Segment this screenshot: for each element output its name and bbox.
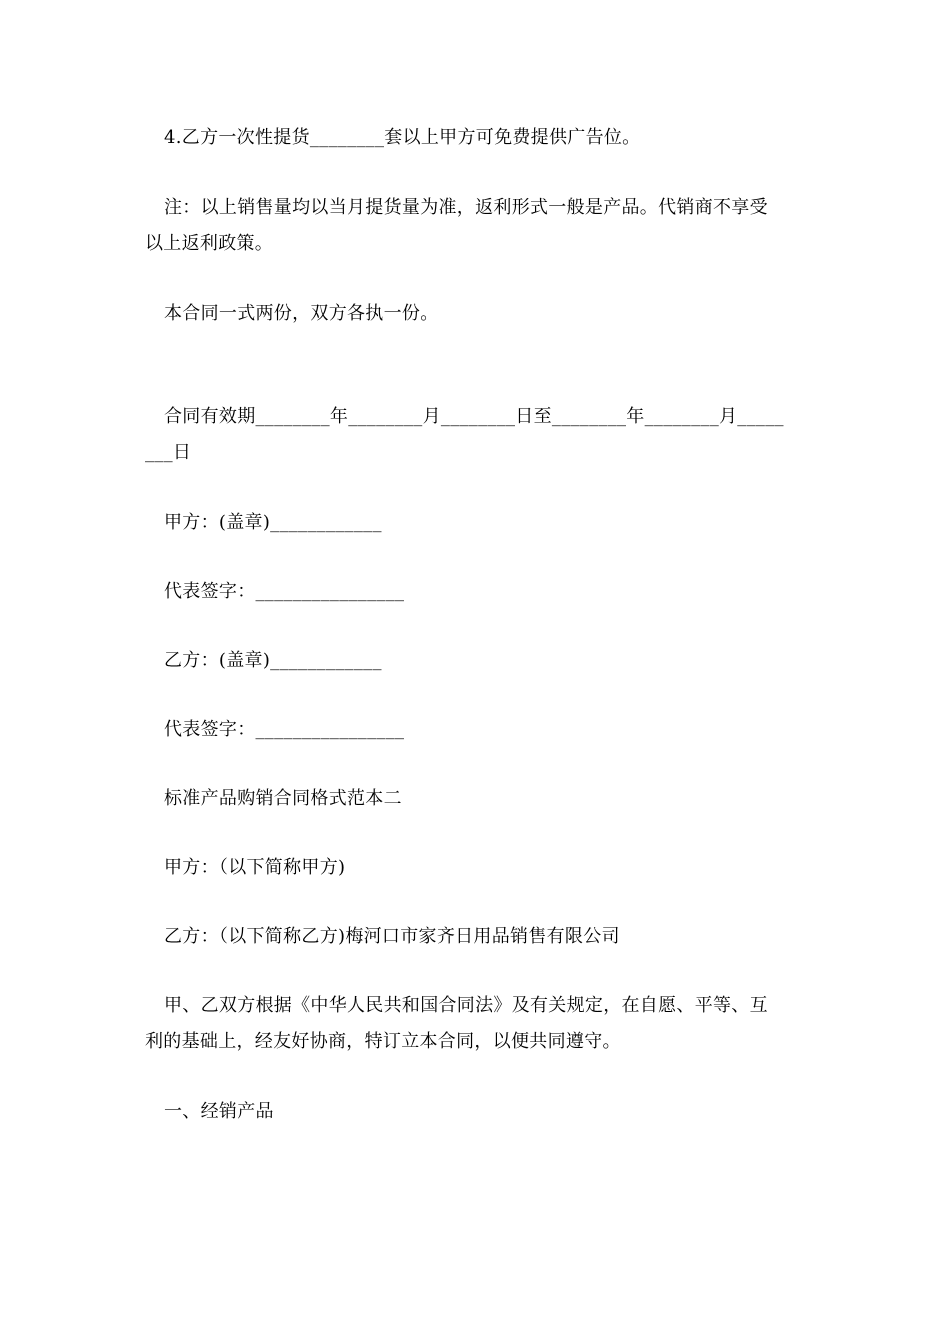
paragraph-note-line-2: 以上返利政策。 — [145, 233, 274, 254]
paragraph-clause-4: 4.乙方一次性提货________套以上甲方可免费提供广告位。 — [164, 127, 641, 148]
section-title: 标准产品购销合同格式范本二 — [164, 788, 402, 809]
party-b-signature: 代表签字：________________ — [164, 719, 405, 740]
paragraph-copies: 本合同一式两份，双方各执一份。 — [164, 303, 439, 324]
paragraph-basis-line-1: 甲、乙双方根据《中华人民共和国合同法》及有关规定，在自愿、平等、互 — [164, 995, 768, 1016]
heading-products: 一、经销产品 — [164, 1101, 274, 1122]
paragraph-validity-line-1: 合同有效期________年________月________日至________年________月_____ — [164, 406, 784, 427]
party-b-seal: 乙方：(盖章)____________ — [164, 650, 382, 671]
paragraph-validity-line-2: ___日 — [145, 442, 192, 463]
party-a-signature: 代表签字：________________ — [164, 581, 405, 602]
paragraph-basis-line-2: 利的基础上，经友好协商，特订立本合同，以便共同遵守。 — [145, 1031, 621, 1052]
paragraph-note-line-1: 注：以上销售量均以当月提货量为准，返利形式一般是产品。代销商不享受 — [164, 197, 768, 218]
party-a-seal: 甲方：(盖章)____________ — [164, 512, 382, 533]
party-b-definition: 乙方：（以下简称乙方)梅河口市家齐日用品销售有限公司 — [164, 926, 620, 947]
party-a-definition: 甲方：（以下简称甲方) — [164, 857, 346, 878]
